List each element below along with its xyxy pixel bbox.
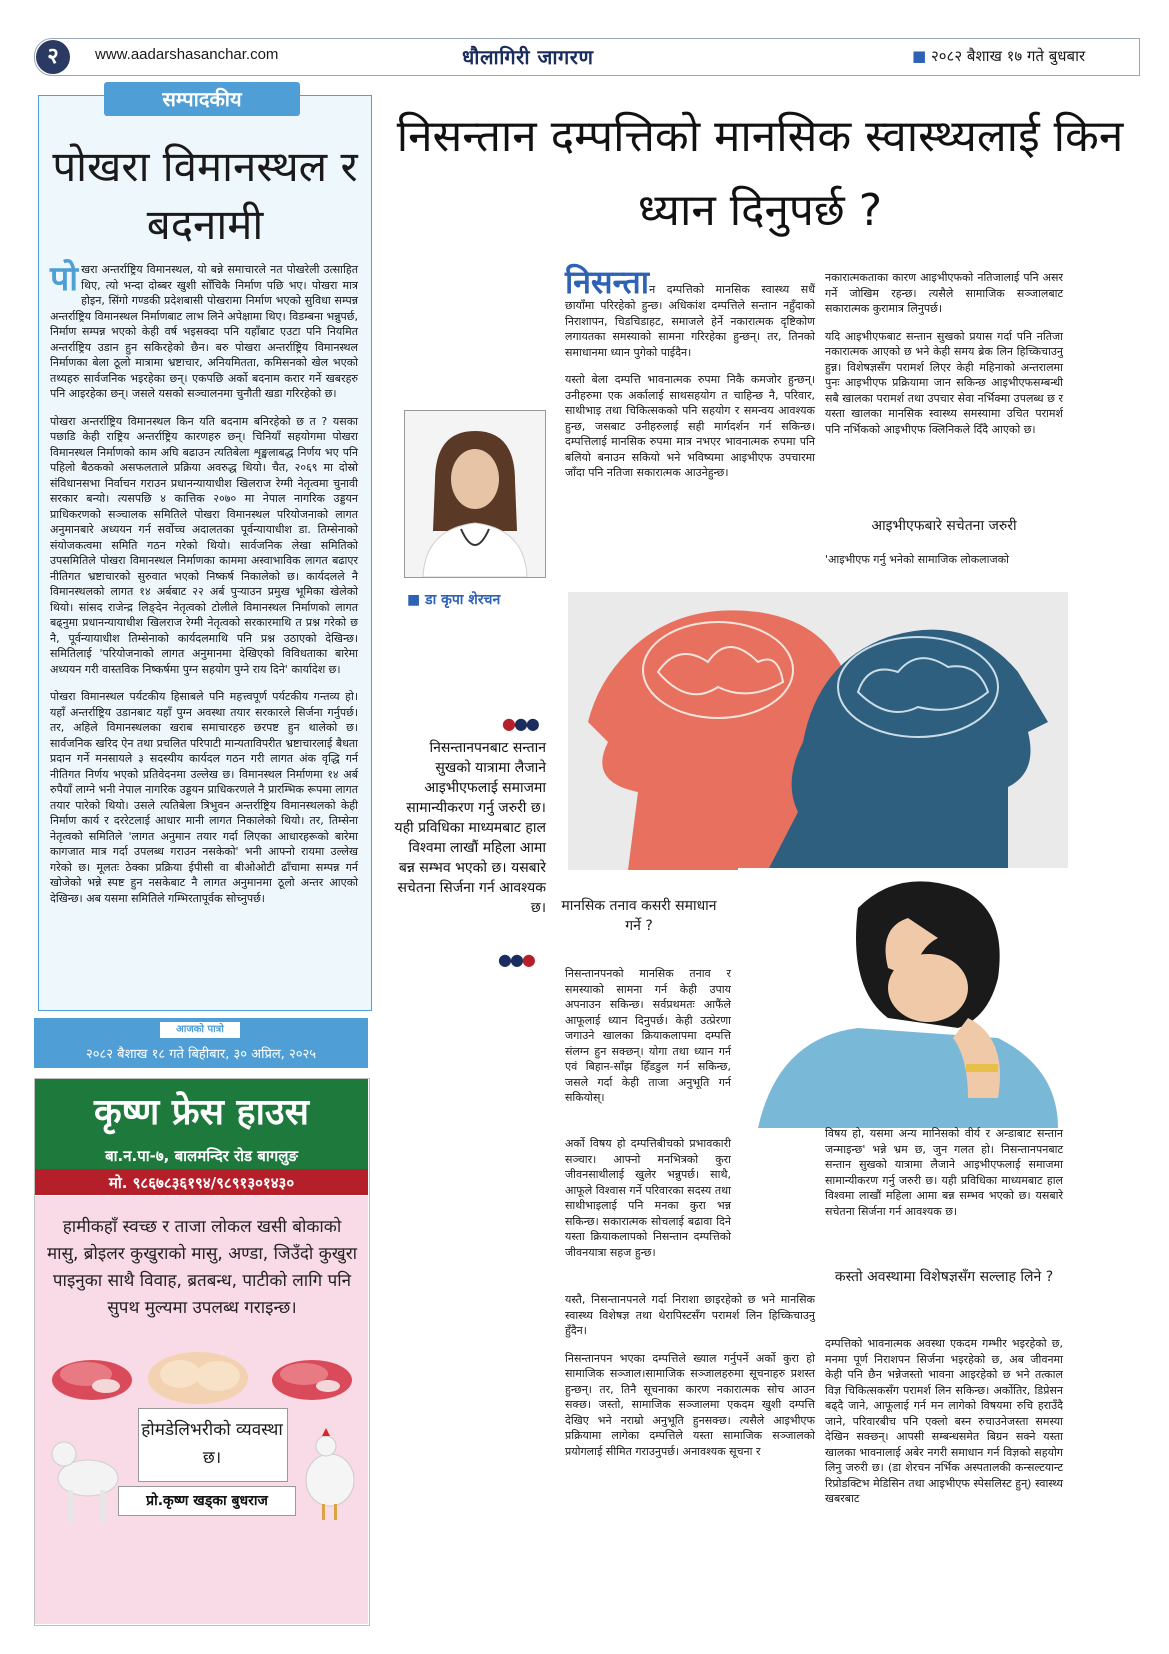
article-headline: निसन्तान दम्पत्तिको मानसिक स्वास्थ्यलाई किन ध्यान दिनुपर्छ ?: [396, 111, 1124, 236]
chicken-meat-image: [140, 1336, 258, 1412]
editorial-paragraph-text: खरा अन्तर्राष्ट्रिय विमानस्थल, यो बन्ने समाचारले नत पोखरेली उत्साहित थिए, त्यो भन्दा दोब्बर खुशी सोँचिकै निर्माण पछि भए। पोखरा मात्र होइन, सिंगो गण्डकी प्रदेशबासी पोखरामा निर्माण भएको सुविधा सम्पन्न अन्तर्राष्ट्रिय विमानस्थल निर्माणबाट लाभ लिने अपेक्षामा थिए। विडम्बना भन्नुपर्छ, निर्माण सम्पन्न भएको केही वर्ष भइसक्दा पनि यहाँबाट एउटा पनि नियमित अन्तर्राष्ट्रिय उडान हुन सकिरहेको छैन। बरु पोखरा अन्तर्राष्ट्रिय विमानस्थल निर्माणका बेला ठूलो मात्रामा भ्रष्टाचार, अनियमितता, कमिसनको खेल भएको तथ्यहरु सार्वजनिक भइरहेका छन्। एकपछि अर्को बदनाम करार गर्ने खबरहरु पनि आइरहेका छन्। जसले यसको सञ्चालनमा चुनौती खडा गरिरहेको छ।: [50, 263, 358, 400]
article-subheading: आइभीएफबारे सचेतना जरुरी: [871, 518, 1017, 534]
editorial-paragraph: [50, 259, 358, 402]
site-url-link[interactable]: www.aadarshasanchar.com: [95, 46, 279, 63]
meat-image: [264, 1340, 360, 1406]
editorial-body: [50, 259, 358, 918]
ad-owner: प्रो.कृष्ण खड्का बुधराज: [118, 1486, 296, 1516]
article-paragraph: अर्को विषय हो दम्पत्तिबीचको प्रभावकारी सञ्चार। आफ्नो मनभित्रको कुरा जीवनसाथीलाई खुलेर भन्नुपर्छ। साथै, आफूले विश्वास गर्ने परिवारका सदस्य तथा साथीभाइलाई पनि मनका कुरा भन्न सकिन्छ। सकारात्मक सोचलाई बढावा दिने यस्ता क्रियाकलापको निसन्तान दम्पत्तिको जीवनयात्रा सहज हुन्छ।: [565, 1137, 731, 1259]
article-column-1: [565, 263, 815, 493]
article-paragraph: [565, 263, 815, 360]
panchanga-date: २०८२ बैशाख १८ गते बिहीबार, ३० अप्रिल, २०२५: [86, 1047, 316, 1062]
editorial-paragraph: पोखरा विमानस्थल पर्यटकीय हिसाबले पनि महत्त्वपूर्ण पर्यटकीय गन्तव्य हो। यहाँ अन्तर्राष्ट्रिय उडानबाट यहाँ पुग्न अवस्था तयार सरकारले सिर्जना गर्नुपर्छ। तर, अहिले विमानस्थलका खराब समाचारहरु छरपष्ट हुन थालेको छ। सार्वजनिक खरिद ऐन तथा प्रचलित परिपाटी मान्यताविपरीत भ्रष्टाचारलाई बैधता प्रदान गर्ने मनसायले ३ सदस्यीय कार्यदल गठन गरी लागत अंक वृद्धि गर्न नीतिगत निर्णय भएको प्रतिवेदनमा उल्लेख छ। विमानस्थल निर्माणमा १४ अर्ब रुपैयाँ लाग्ने भनी नेपाल नागरिक उड्डयन प्राधिकरणले नै प्रारम्भिक रूपमा लागत तयार पारेको थियो। उसले त्यतिबेला त्रिभुवन अन्तर्राष्ट्रिय विमानस्थलको केही निर्माण कार्य र दररेटलाई आधार मानी लागत निकालेको थियो। तर, तिम्सेना नेतृत्वको समितिले 'लागत अनुमान तयार गर्दा लिएका आधारहरूको बारेमा कागजात मात्र गर्दा उपलब्ध गराउन नसकेको' भनी आफ्नो रायमा उल्लेख गरेको छ। मूलतः ठेक्का प्रक्रिया ईपीसी वा बीओओटी ढाँचामा सम्पन्न गर्न खोजेको भन्ने स्पष्ट हुन नसकेबाट नै लागत अनुमानमा ठूलो अन्तर आएको देखिन्छ। अब यसमा समितिले गम्भिरतापूर्वक सोच्नुपर्छ।: [50, 690, 358, 905]
ad-delivery-text: होमडेलिभरीको व्यवस्था छ।: [141, 1420, 283, 1468]
article-column-3: निसन्तानपनको मानसिक तनाव र समस्याको सामना गर्न केही उपाय अपनाउन सकिन्छ। सर्वप्रथमतः आफैंले आफूलाई ध्यान दिनुपर्छ। केही उत्प्रेरणा जगाउने खालका क्रियाकलापमा दम्पत्ति संलग्न हुन सक्छन्। योगा तथा ध्यान गर्न एवं बिहान-साँझ हिँडडुल गर्न सकिन्छ, जसले गर्दा केही ताजा अनुभूति गर्न सकियोस्।: [565, 967, 731, 1104]
article-column-2: [825, 270, 1063, 449]
ad-address: बा.न.पा-७, बालमन्दिर रोड बागलुङ: [105, 1147, 298, 1165]
ad-description: हामीकहाँ स्वच्छ र ताजा लोकल खसी बोकाको मासु, ब्रोइलर कुखुराको मासु, अण्डा, जिउँदो कुखुरा पाइनुका साथै विवाह, ब्रतबन्ध, पाटीको लागि पनि सुपथ मुल्यमा उपलब्ध गराइन्छ।: [46, 1217, 358, 1318]
article-paragraph: नकारात्मकताका कारण आइभीएफको नतिजालाई पनि असर गर्ने जोखिम रहन्छ। त्यसैले सामाजिक सञ्जालबाट सकारात्मक कुरामात्र लिनुपर्छ।: [825, 271, 1063, 315]
article-column-5: विषय हो, यसमा अन्य मानिसको वीर्य र अन्डाबाट सन्तान जन्माइन्छ' भन्ने भ्रम छ, जुन गलत हो। निसन्तानपनबाट सन्तान सुखको यात्रामा लैजाने आइभीएफलाई समाजमा सामान्यीकरण गर्नु जरुरी छ। यही प्रविधिका माध्यमबाट हाल विश्वमा लाखौं महिला आमा बन्न सम्भव भएको छ। यसबारे सचेतना सिर्जना गर्न आवश्यक छ।: [825, 1127, 1063, 1218]
stressed-woman-illustration: [738, 868, 1068, 1128]
goat-image: [42, 1420, 128, 1530]
article-paragraph: यदि आइभीएफबाट सन्तान सुखको प्रयास गर्दा पनि नतिजा नकारात्मक आएको छ भने केही समय ब्रेक लिन हिच्किचाउनु हुन्न। विशेषज्ञसँग परामर्श लिएर केही महिनाको अन्तरालमा पुनः आइभीएफ प्रक्रियामा जान सकिन्छ आइभीएफसम्बन्धी सबै खालका परामर्श तथा उपचार सेवा नर्भिक्मा उपलब्ध छ र यस्ता खालका मानसिक स्वास्थ्य समस्यामा उचित परामर्श पनि नर्भिकको आइभीएफ क्लिनिकले दिँदै आएको छ।: [825, 329, 1063, 436]
editorial-title: पोखरा विमानस्थल र बदनामी: [52, 142, 358, 249]
masthead-logo: धौलागिरी जागरण: [462, 45, 594, 69]
page-number: २: [36, 40, 70, 74]
article-column-4: [565, 1136, 731, 1272]
header-date: ■ २०८२ बैशाख १७ गते बुधबार: [912, 47, 1086, 65]
article-paragraph: 'आइभीएफ गर्नु भनेको सामाजिक लोकलाजको: [825, 553, 1009, 566]
article-column-6: दम्पत्तिको भावनात्मक अवस्था एकदम गम्भीर भइरहेको छ, मनमा पूर्ण निराशपन सिर्जना भइरहेको छ, अब जीवनमा केही पनि छैन भन्नेजस्तो भावना आइरहेको छ भने तत्काल विज्ञ चिकित्सकसँग परामर्श लिन सकिन्छ। अर्कोतिर, डिप्रेसन बढ्दै जाने, आफूलाई गर्न मन लागेको विषयमा रुचि हराउँदै जाने, परिवारबीच पनि एक्लो बस्न रुचाउनेजस्ता समस्या देखिन सक्छन्। आपसी सम्बन्धसमेत बिग्रन सक्ने यस्ता खालका भावनालाई अबेर नगरी समाधान गर्न विज्ञको सहयोग लिनु जरुरी छ। (डा शेरचन नर्भिक अस्पतालकी कन्सल्टयान्ट रिप्रोडक्टिभ मेडिसिन तथा आइभीएफ स्पेसलिस्ट हुन्) स्वास्थ्य खबरबाट: [825, 1337, 1063, 1505]
article-paragraph: यस्तै, निसन्तानपनले गर्दा निराशा छाइरहेको छ भने मानसिक स्वास्थ्य विशेषज्ञ तथा थेरापिस्टसँग परामर्श लिन हिच्किचाउनु हुँदैन।: [565, 1293, 815, 1337]
article-subheading: मानसिक तनाव कसरी समाधान गर्ने ?: [561, 898, 717, 934]
editorial-dropcap: पो: [50, 259, 79, 299]
author-photo: [404, 410, 546, 578]
article-column-4b: [565, 1292, 815, 1471]
article-paragraph-text: न दम्पत्तिको मानसिक स्वास्थ्य सधैं छायाँमा परिरहेको हुन्छ। अधिकांश दम्पत्तिले सन्तान नहुँदाको निराशापन, चिडचिडाहट, समाजले हेर्ने नकारात्मक दृष्टिकोण लगायतका समस्याको सामना गरिरहेका हुन्छन्। तर, तिनको समाधानमा ध्यान पुगेको पाईदैन।: [565, 283, 815, 359]
quote-dots: ●●●: [498, 950, 534, 969]
ad-business-name: कृष्ण फ्रेस हाउस: [94, 1092, 309, 1133]
article-paragraph: यस्तो बेला दम्पत्ति भावनात्मक रुपमा निकै कमजोर हुन्छन्। उनीहरुमा एक अर्कालाई साथसहयोग त चाहिन्छ नै, परिवार, साथीभाइ तथा चिकित्सकको पनि सहयोग र समन्वय आवश्यक हुन्छ, जसबाट उनीहरुलाई सही मार्गदर्शन गर्न सकिन्छ। दम्पत्तिलाई मानसिक रुपमा मात्र नभएर भावनात्मक रुपमा पनि बलियो बनाउन सकियो भने भविष्यमा आइभीएफ उपचारमा जाँदा पनि नतिजा सकारात्मक आउनेहुन्छ।: [565, 373, 815, 479]
editorial-tag: सम्पादकीय: [104, 82, 300, 116]
panchanga-tag: आजको पात्रो: [160, 1022, 240, 1038]
author-byline: ■ डा कृपा शेरचन: [407, 592, 501, 608]
ad-phone: मो. ९८६७८३६१९४/९८९१३०१४३०: [108, 1174, 295, 1192]
meat-image: [46, 1340, 138, 1406]
author-name: डा कृपा शेरचन: [425, 592, 501, 608]
article-paragraph: निसन्तानपन भएका दम्पत्तिले ख्याल गर्नुपर्ने अर्को कुरा हो सामाजिक सञ्जाल।सामाजिक सञ्जालहरुमा सूचनाहरु प्रशस्त हुन्छन्। तर, तिनै सूचनाका कारण नकारात्मक सोच आउन सक्छ। जस्तो, सामाजिक सञ्जालमा एकदम खुशी दम्पत्ति देखिए भने नराम्रो अनुभूति हुनसक्छ। त्यसैले आइभीएफ प्रक्रियामा लागेका दम्पत्तिले यस्ता सामाजिक सञ्जालको प्रयोगलाई सीमित गराउनुपर्छ। अनावश्यक सूचना र: [565, 1351, 815, 1458]
article-subheading: कस्तो अवस्थामा विशेषज्ञसँग सल्लाह लिने ?: [834, 1269, 1054, 1285]
brain-illustration: [568, 592, 1068, 870]
header-date-text: २०८२ बैशाख १७ गते बुधबार: [930, 47, 1086, 65]
hen-image: [298, 1420, 362, 1524]
editorial-paragraph: पोखरा अन्तर्राष्ट्रिय विमानस्थल किन यति बदनाम बनिरहेको छ त ? यसका पछाडि केही राष्ट्रिय अन्तर्राष्ट्रिय कारणहरु छन्। चिनियाँ सहयोगमा पोखरा विमानस्थल निर्माणको काम अघि बढाउन त्यतिबेला शृङ्खलाबद्ध निर्णय भए पनि पहिलो बैठकको असफलताले प्रक्रिया अवरुद्ध थियो। चैत, २०६९ मा दोस्रो संविधानसभा निर्वाचन गराउन प्रधानन्यायाधीश खिलराज रेग्मी नेतृत्वमा चुनावी सरकार बन्यो। त्यसपछि ४ कात्तिक २०७० मा नेपाल नागरिक उड्डयन प्राधिकरणको सञ्चालक समितिले पोखरा विमानस्थल परियोजनाको लागत अनुमानबारे अध्ययन गर्न सर्वोच्च अदालतका पूर्वन्यायाधीश डा. तिम्सेनाको संयोजकत्वमा समिति गठन गरेको थियो। सार्वजनिक लेखा समितिको उपसमितिले पोखरा विमानस्थल निर्माणका काममा अस्वाभाविक लागत बढाएर नीतिगत भ्रष्टाचारको सुरुवात भएको निष्कर्ष निकालेको छ। कार्यदलले नै विमानस्थलको लागत १४ अर्बबाट २२ अर्ब पुर्‍याउन प्रमुख भूमिका खेलेको थियो। सांसद राजेन्द्र लिङ्देन नेतृत्वको टोलीले विमानस्थल निर्माणको लागत बढ्नुमा प्रधानन्यायाधीश खिलराज रेग्मी नेतृत्वको सरकारमाथि त प्रश्न गरेको छ नै, पूर्वन्यायाधीश तिम्सेनाको कार्यदलमाथि पनि प्रश्न उठाएको देखिन्छ। समितिलाई 'परियोजनाको लागत अनुमानमा देखिएको विविधताका बारेमा अध्ययन गरी वास्तविक निष्कर्षमा पुग्न सहयोग पुग्ने राय दिने' कार्यादेश छ।: [50, 414, 358, 676]
article-lead-word: निसन्ता: [565, 263, 650, 301]
pull-quote: निसन्तानपनबाट सन्तान सुखको यात्रामा लैजाने आइभीएफलाई समाजमा सामान्यीकरण गर्नु जरुरी छ। यही प्रविधिका माध्यमबाट हाल विश्वमा लाखौं महिला आमा बन्न सम्भव भएको छ। यसबारे सचेतना सिर्जना गर्न आवश्यक छ।: [394, 740, 546, 916]
quote-dots: ●●●: [502, 714, 538, 733]
